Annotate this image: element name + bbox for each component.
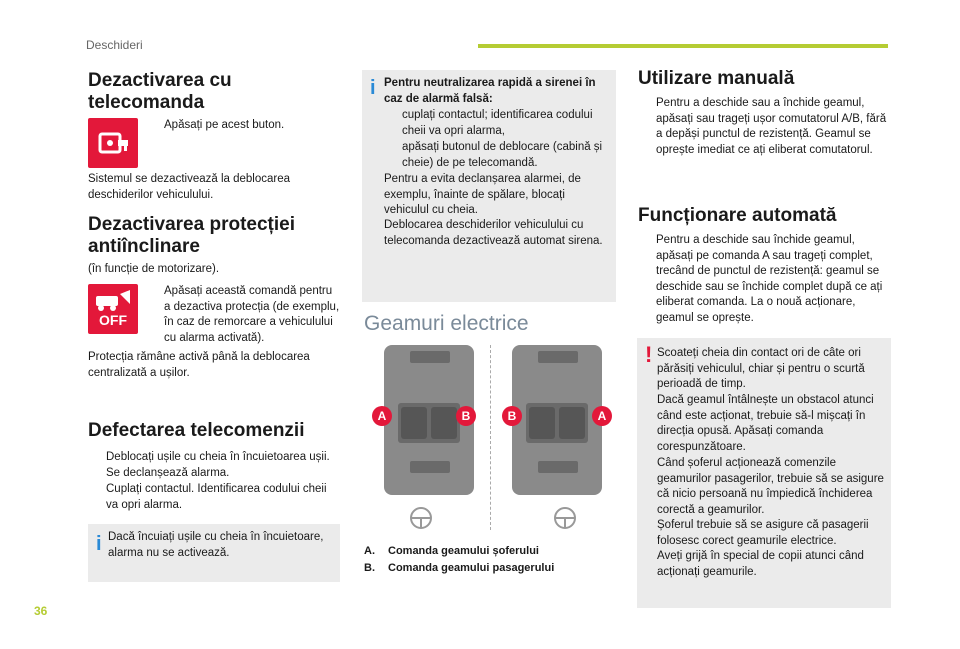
bullet-text: Pentru a deschide sau a închide geamul, apăsați sau trageți ușor comutatorul A/B, fără a depăși punctul de rezistență. Geamul se oprește imediat ce ați eliberat comutatorul. xyxy=(656,97,887,156)
steering-wheel-icon xyxy=(406,505,436,531)
remote-lock-icon xyxy=(88,118,138,168)
legend-text: Comanda geamului pasagerului xyxy=(388,562,555,574)
bullet-text: apăsați butonul de deblocare (cabină și cheie) de pe telecomandă. xyxy=(402,141,603,169)
note-title: Pentru neutralizarea rapidă a sirenei în caz de alarmă falsă: xyxy=(384,77,596,105)
window-button-group xyxy=(398,403,460,443)
warning-text: Scoateți cheia din contact ori de câte ori părăsiți vehiculul, chiar și pentru o scurtă perioadă de timp. xyxy=(657,347,865,390)
heading-manual-use: Utilizare manuală xyxy=(638,68,795,89)
note-paragraph: Deblocarea deschiderilor vehiculului cu telecomanda dezactivează automat sirena. xyxy=(384,219,603,247)
section-header: Deschideri xyxy=(86,38,143,52)
window-switch-left xyxy=(401,407,427,439)
warning-icon: ! xyxy=(645,342,653,367)
list-item xyxy=(88,450,340,481)
list-item xyxy=(146,118,336,134)
list-item xyxy=(146,284,341,346)
warning-text: Aveți grijă în special de copii atunci când acționați geamurile. xyxy=(657,550,864,578)
heading-remote-failure: Defectarea telecomenzii xyxy=(88,420,305,441)
heading-electric-windows: Geamuri electrice xyxy=(364,312,529,335)
remote-paragraph: Sistemul se dezactivează la deblocarea deschiderilor vehiculului. xyxy=(88,173,291,201)
tilt-subtitle: (în funcție de motorizare). xyxy=(88,263,220,275)
heading-automatic-operation: Funcționare automată xyxy=(638,205,837,226)
child-lock-icon xyxy=(410,461,450,473)
window-lock-icon xyxy=(410,351,450,363)
header-accent-bar xyxy=(478,44,888,48)
badge-a: A xyxy=(592,406,612,426)
window-switch-right xyxy=(431,407,457,439)
tilt-off-label: OFF xyxy=(99,312,127,328)
info-note xyxy=(362,70,616,302)
legend-key: A. xyxy=(364,545,375,557)
window-lock-icon xyxy=(538,351,578,363)
window-switch-left xyxy=(529,407,555,439)
bullet-text: Cuplați contactul. Identificarea codului cheii va opri alarma. xyxy=(106,483,327,511)
legend-key: B. xyxy=(364,562,375,574)
badge-b: B xyxy=(502,406,522,426)
page-number: 36 xyxy=(34,604,48,618)
list-item xyxy=(88,482,340,513)
list-item xyxy=(638,96,888,158)
warning-text: Șoferul trebuie să se asigure că pasagerii folosesc corect geamurile electrice. xyxy=(657,519,869,547)
list-item xyxy=(384,108,610,139)
window-button-group xyxy=(526,403,588,443)
bullet-text: Pentru a deschide sau închide geamul, apăsați pe comanda A sau trageți complet, trecând de punctul de rezistență: geamul se deschide sau se închide complet după ce ați eliberat comanda. La o nouă acționare, geamul se oprește. xyxy=(656,234,883,324)
tilt-off-icon xyxy=(88,284,138,334)
info-note xyxy=(88,524,340,582)
badge-a: A xyxy=(372,406,392,426)
legend-item-a xyxy=(364,543,539,559)
note-text: Dacă încuiați ușile cu cheia în încuietoare, alarma nu se activează. xyxy=(108,531,324,559)
passenger-switch-panel xyxy=(512,345,602,495)
list-item xyxy=(384,140,610,171)
steering-wheel-icon xyxy=(550,505,580,531)
warning-note xyxy=(637,338,891,608)
child-lock-icon xyxy=(538,461,578,473)
heading-remote-deactivation: Dezactivarea cu telecomanda xyxy=(88,70,232,113)
warning-text: Dacă geamul întâlnește un obstacol atunci când este acționat, trebuie să-l mișcați în direcția opusă. Apăsați comanda corespunzătoare. xyxy=(657,394,874,453)
warning-text: Când șoferul acționează comenzile geamurilor pasagerilor, trebuie să se asigure că nicio persoană nu împiedică închiderea corectă a geamurilor. xyxy=(657,457,884,516)
info-icon: i xyxy=(370,77,376,99)
list-item xyxy=(638,233,890,326)
bullet-text: cuplați contactul; identificarea codului cheii va opri alarma, xyxy=(402,109,593,137)
note-paragraph: Pentru a evita declanșarea alarmei, de exemplu, înainte de spălare, blocați vehiculul cu cheia. xyxy=(384,173,581,216)
bullet-text: Deblocați ușile cu cheia în încuietoarea ușii. Se declanșează alarma. xyxy=(106,451,330,479)
window-switch-right xyxy=(559,407,585,439)
bullet-text: Apăsați această comandă pentru a dezactiva protecția (de exemplu, în caz de remorcare a vehiculului cu alarma activată). xyxy=(164,285,340,344)
badge-b: B xyxy=(456,406,476,426)
tilt-paragraph: Protecția rămâne activă până la deblocarea centralizată a ușilor. xyxy=(88,351,310,379)
legend-text: Comanda geamului șoferului xyxy=(388,545,539,557)
bullet-text: Apăsați pe acest buton. xyxy=(164,119,285,131)
divider xyxy=(490,345,491,530)
heading-tilt-protection: Dezactivarea protecției antiînclinare xyxy=(88,214,295,257)
info-icon: i xyxy=(96,533,102,555)
legend-item-b xyxy=(364,560,554,576)
